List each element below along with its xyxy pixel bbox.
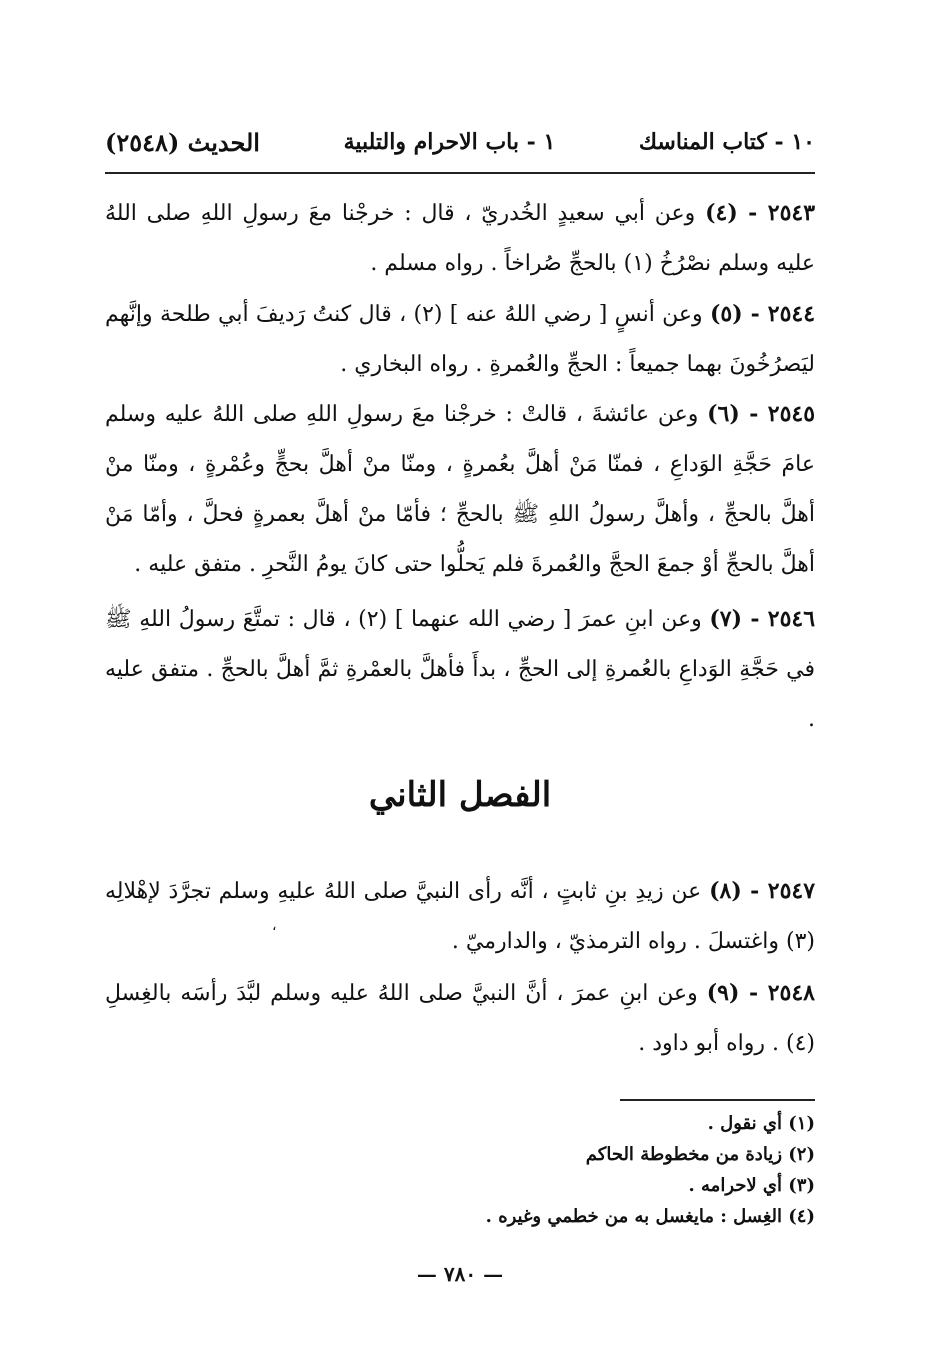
footnote-3: (٣) أي لاحرامه .: [688, 1175, 815, 1196]
footnotes: [330, 1108, 815, 1232]
hadith-2545: [105, 389, 815, 590]
header-divider: [105, 172, 815, 174]
footnote-2: (٢) زيادة من مخطوطة الحاكم: [585, 1144, 815, 1165]
hadith-2543: [105, 188, 815, 289]
header-book-title: ١٠ - كتاب المناسك: [638, 129, 815, 155]
hadith-2544: [105, 289, 815, 390]
hadith-text: وعن ابنِ عمرَ [ رضي الله عنهما ] (٢) ، قال : تمتَّعَ رسولُ اللهِ ﷺ في حَجَّةِ الوَداعِ بالعُمرةِ إلى الحجِّ ، بدأَ فأهلَّ بالعمْرةِ ثمَّ أهلَّ بالحجِّ . متفق عليه .: [105, 607, 815, 732]
section-title: الفصل الثاني: [368, 775, 552, 815]
footnote-divider: [620, 1099, 815, 1101]
hadith-2546: [105, 594, 815, 745]
footnote-4: (٤) الغِسل : مايغسل به من خطمي وغيره .: [485, 1206, 815, 1227]
margin-mark: ،: [272, 918, 277, 934]
page-number: — ٧٨٠ —: [416, 1262, 504, 1286]
hadith-text: عن زيدِ بنِ ثابتٍ ، أنَّه رأى النبيَّ صلى اللهُ عليهِ وسلم تجرَّدَ لإهْلالِه (٣) واغتسلَ . رواه الترمذيّ ، والدارميّ .: [105, 879, 815, 954]
header-chapter-title: ١ - باب الاحرام والتلبية: [343, 129, 556, 155]
hadith-number: ٢٥٤٨ - (٩): [706, 980, 815, 1006]
hadith-number: ٢٥٤٣ - (٤): [705, 200, 816, 226]
hadith-text: وعن أنسٍ [ رضي اللهُ عنه ] (٢) ، قال كنتُ رَديفَ أبي طلحة وإنَّهم ليَصرُخُونَ بهما جميعاً : الحجِّ والعُمرةِ . رواه البخاري .: [105, 302, 815, 377]
hadith-2547: [105, 866, 815, 967]
hadith-number: ٢٥٤٤ - (٥): [710, 301, 816, 327]
hadith-2548: [105, 968, 815, 1069]
footnote-1: (١) أي نقول .: [707, 1113, 815, 1134]
hadith-text: وعن ابنِ عمرَ ، أنَّ النبيَّ صلى اللهُ عليه وسلم لبَّدَ رأسَه بالغِسلِ (٤) . رواه أبو داود .: [105, 981, 815, 1056]
hadith-text: وعن أبي سعيدٍ الخُدريّ ، قال : خرجْنا معَ رسولِ اللهِ صلى اللهُ عليه وسلم نصْرُخُ (١) بالحجِّ صُراخاً . رواه مسلم .: [105, 201, 815, 276]
hadith-number: ٢٥٤٥ - (٦): [707, 401, 816, 427]
page-header: [105, 120, 815, 164]
hadith-number: ٢٥٤٧ - (٨): [709, 878, 816, 904]
hadith-text: وعن عائشةَ ، قالتْ : خرجْنا معَ رسولِ اللهِ صلى اللهُ عليه وسلم عامَ حَجَّةِ الوَداعِ ، فمنّا مَنْ أهلَّ بعُمرةٍ ، ومنّا منْ أهلَّ بحجٍّ وعُمْرةٍ ، ومنّا منْ أهلَّ بالحجِّ ، وأهلَّ رسولُ اللهِ ﷺ بالحجِّ ؛ فأمّا منْ أهلَّ بعمرةٍ فحلَّ ، وأمّا مَنْ أهلَّ بالحجِّ أوْ جمعَ الحجَّ والعُمرةَ فلم يَحلُّوا حتى كانَ يومُ النَّحرِ . متفق عليه .: [105, 402, 815, 577]
hadith-number: ٢٥٤٦ - (٧): [709, 606, 816, 632]
header-hadith-ref: الحديث (٢٥٤٨): [105, 127, 260, 157]
